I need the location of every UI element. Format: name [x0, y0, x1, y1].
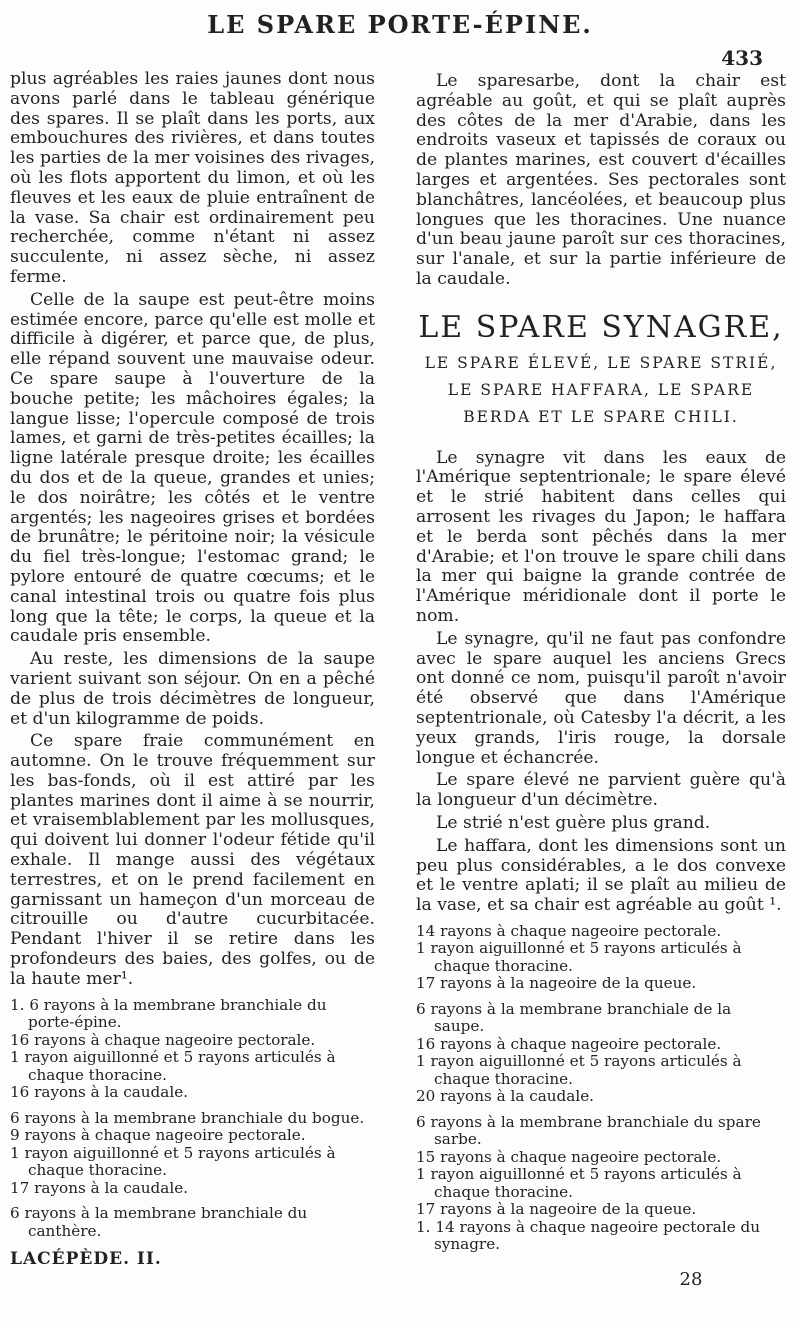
paragraph: Au reste, les dimensions de la saupe varient suivant son séjour. On en a pêché de plus de trois décimètres de longueur, et d'un kilogramme de poids. [10, 649, 375, 729]
paragraph: plus agréables les raies jaunes dont nous avons parlé dans le tableau générique des spares. Il se plaît dans les ports, aux embouchures des rivières, et dans toutes les parties de la mer voisines des rivages, où les flots apportent du limon, et où les fleuves et les eaux de pluie entraînent de la vase. Sa chair est ordinairement peu recherchée, comme n'étant ni assez succulente, ni assez sèche, ni assez ferme. [10, 69, 375, 287]
section-subheading: LE SPARE ÉLEVÉ, LE SPARE STRIÉ, LE SPARE HAFFARA, LE SPARE BERDA ET LE SPARE CHILI. [424, 353, 778, 426]
footnote-line: 16 rayons à la caudale. [10, 1083, 189, 1102]
footnote-line: 16 rayons à chaque nageoire pectorale. [10, 1030, 316, 1049]
footnote-line: 9 rayons à chaque nageoire pectorale. [10, 1126, 306, 1145]
footnotes [416, 923, 786, 1254]
footnote-line: 1. 6 rayons à la membrane branchiale du porte-épine. [10, 995, 327, 1032]
signature: LACÉPÈDE. II. [10, 1249, 162, 1270]
footnotes [10, 997, 375, 1241]
paragraph: Ce spare fraie communément en automne. On le trouve fréquemment sur les bas-fonds, où il est attiré par les plantes marines dont il aime à se nourrir, et vraisemblablement par les mollusques, qui doivent lui donner l'odeur fétide qu'il exhale. Il mange aussi des végétaux terrestres, et on le prend facilement en garnissant un hameçon d'un morceau de citrouille ou d'autre cucurbitacée. Pendant l'hiver il se retire dans les profondeurs des baies, des golfes, ou de la haute mer¹. [10, 731, 375, 989]
footnote-line: 1 rayon aiguillonné et 5 rayons articulés à chaque thoracine. [416, 939, 742, 975]
footnote-line: 6 rayons à la membrane branchiale de la saupe. [416, 999, 732, 1036]
paragraph: Le spare élevé ne parvient guère qu'à la longueur d'un décimètre. [416, 770, 786, 811]
paragraph: Le synagre, qu'il ne faut pas confondre avec le spare auquel les anciens Grecs ont donné ce nom, puisqu'il paroît n'avoir été observé que dans l'Amérique septentrionale, où Catesby l'a décrit, a les yeux grands, l'iris rouge, la dorsale longue et échancrée. [416, 628, 786, 768]
footnote-line: 1 rayon aiguillonné et 5 rayons articulés à chaque thoracine. [416, 1052, 742, 1088]
footnote-line: 1 rayon aiguillonné et 5 rayons articulés à chaque thoracine. [10, 1048, 336, 1084]
paragraph: Le strié n'est guère plus grand. [436, 812, 711, 833]
footnote-line: 20 rayons à la caudale. [416, 1087, 595, 1106]
footnote-line: 17 rayons à la nageoire de la queue. [416, 974, 697, 993]
footnote-line: 14 rayons à chaque nageoire pectorale. [416, 921, 722, 940]
footnote-line: 16 rayons à chaque nageoire pectorale. [416, 1034, 722, 1053]
paragraph: Le synagre vit dans les eaux de l'Amérique septentrionale; le spare élevé et le strié habitent dans celles qui arrosent les rivages du Japon; le haffara et le berda sont pêchés dans la mer d'Arabie; et l'on trouve le spare chili dans la mer qui baigne la grande contrée de l'Amérique méridionale dont il porte le nom. [416, 447, 786, 626]
footnote-line: 1 rayon aiguillonné et 5 rayons articulés à chaque thoracine. [10, 1143, 336, 1180]
right-column [416, 72, 786, 1290]
running-header [0, 10, 800, 70]
footnote-line: 17 rayons à la nageoire de la queue. [416, 1200, 697, 1219]
paragraph: Le sparesarbe, dont la chair est agréable au goût, et qui se plaît auprès des côtes de la mer d'Arabie, dans les endroits vaseux et tapissés de coraux ou de plantes marines, est couvert d'écailles larges et argentées. Ses pectorales sont blanchâtres, lancéolées, et beaucoup plus longues que les thoracines. Une nuance d'un beau jaune paroît sur ces thoracines, sur l'anale, et sur la partie inférieure de la caudale. [416, 71, 786, 289]
signature-mark: 28 [679, 1268, 703, 1290]
running-title: LE SPARE PORTE-ÉPINE. [207, 10, 593, 39]
footnote-line: 6 rayons à la membrane branchiale du spare sarbe. [416, 1112, 761, 1149]
footnote-line: 6 rayons à la membrane branchiale du bogue. [10, 1108, 365, 1127]
paragraph: Le haffara, dont les dimensions sont un peu plus considérables, a le dos convexe et le ventre aplati; il se plaît au milieu de la vase, et sa chair est agréable au goût ¹. [416, 835, 786, 916]
left-column [10, 70, 375, 1270]
footnote-line: 6 rayons à la membrane branchiale du canthère. [10, 1204, 308, 1240]
footnote-line: 1. 14 rayons à chaque nageoire pectorale du synagre. [416, 1217, 761, 1254]
footnote-line: 1 rayon aiguillonné et 5 rayons articulés à chaque thoracine. [416, 1165, 742, 1201]
section-heading: LE SPARE SYNAGRE, [418, 309, 784, 345]
footnote-line: 17 rayons à la caudale. [10, 1178, 189, 1197]
paragraph: Celle de la saupe est peut-être moins estimée encore, parce qu'elle est molle et difficile à digérer, et parce que, de plus, elle répand souvent une mauvaise odeur. Ce spare saupe à l'ouverture de la bouche petite; les mâchoires égales; la langue lisse; l'opercule composé de trois lames, et garni de très-petites écailles; la ligne latérale presque droite; les écailles du dos et de la queue, grandes et unies; le dos noirâtre; les côtés et le ventre argentés; les nageoires grises et bordées de brunâtre; le péritoine noir; la vésicule du fiel très-longue; l'estomac grand; le pylore entouré de quatre cœcums; et le canal intestinal trois ou quatre fois plus long que la tête; le corps, la queue et la caudale pris ensemble. [10, 289, 375, 647]
footnote-line: 15 rayons à chaque nageoire pectorale. [416, 1147, 722, 1166]
page-number: 433 [721, 46, 763, 70]
